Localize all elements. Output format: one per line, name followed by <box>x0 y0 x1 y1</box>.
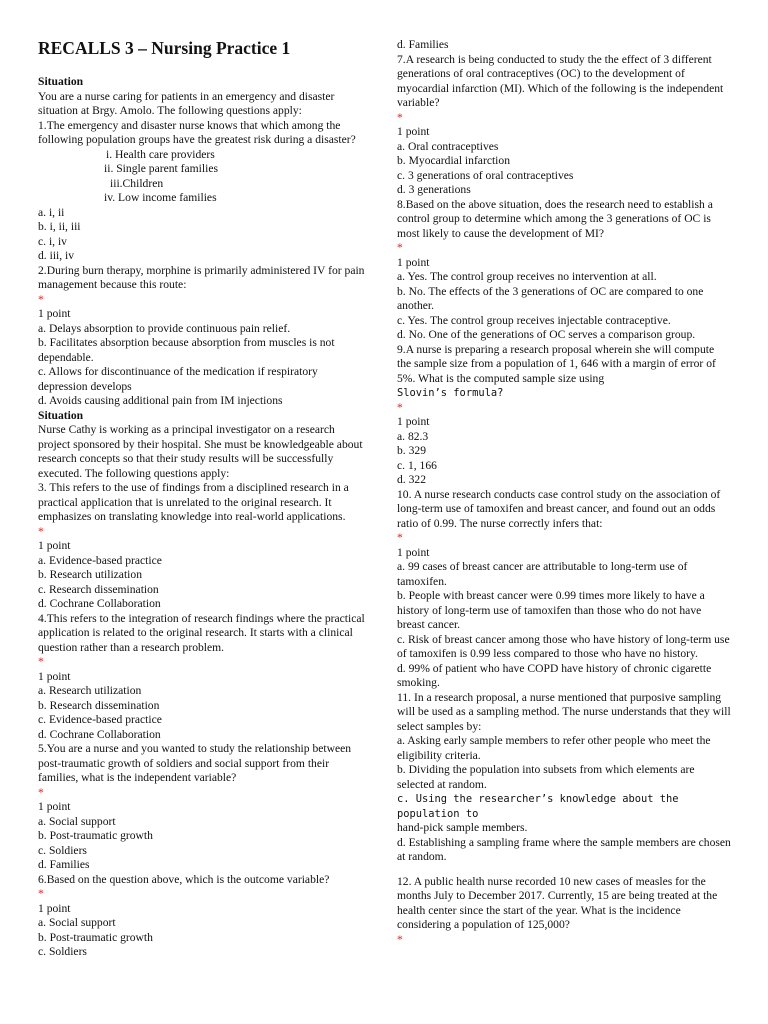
text-line: a. Oral contraceptives <box>397 139 499 153</box>
section-heading: Situation <box>38 408 84 422</box>
text-line: c. Soldiers <box>38 945 87 958</box>
text-line: a. Research utilization <box>38 684 142 697</box>
text-line: d. Establishing a sampling frame where the sample members are chosen at random. <box>397 835 731 863</box>
text-line: 2.During burn therapy, morphine is primarily administered IV for pain management because this route: <box>38 263 365 291</box>
text-line: a. i, ii <box>38 205 65 219</box>
text-line: ii. Single parent families <box>104 162 218 175</box>
text-line: c. Allows for discontinuance of the medication if respiratory depression develops <box>38 365 318 393</box>
text-line: c. Using the researcher’s knowledge about the population to <box>397 793 679 820</box>
required-asterisk: * <box>38 655 44 668</box>
text-line: d. Families <box>38 858 90 871</box>
text-line <box>397 865 731 875</box>
text-line: d. 3 generations <box>397 183 471 196</box>
text-line: c. Evidence-based practice <box>38 713 162 726</box>
text-line: d. iii, iv <box>38 249 75 262</box>
text-line: 8.Based on the above situation, does the research need to establish a control group to determine which among the 3 generations of OC is most likely to cause the development of MI? <box>397 197 713 240</box>
required-asterisk: * <box>38 887 44 900</box>
text-line: 4.This refers to the integration of research findings where the practical application is related to the original research. It starts with a clinical question rather than a research problem. <box>38 611 365 654</box>
text-line: 1 point <box>38 800 71 813</box>
text-line: b. 329 <box>397 444 426 457</box>
text-line: 6.Based on the question above, which is the outcome variable? <box>38 872 330 886</box>
text-line: b. Dividing the population into subsets from which elements are selected at random. <box>397 763 695 791</box>
text-line: d. Avoids causing additional pain from IM injections <box>38 394 283 407</box>
required-asterisk: * <box>397 400 403 414</box>
text-line: d. 99% of patient who have COPD have history of chronic cigarette smoking. <box>397 661 712 689</box>
page-title: RECALLS 3 – Nursing Practice 1 <box>38 38 291 58</box>
text-line: i. Health care providers <box>106 147 215 161</box>
text-line: b. Post-traumatic growth <box>38 829 153 842</box>
text-line: c. 3 generations of oral contraceptives <box>397 168 574 182</box>
text-line: a. Delays absorption to provide continuous pain relief. <box>38 321 291 335</box>
text-line: a. 99 cases of breast cancer are attributable to long-term use of tamoxifen. <box>397 560 688 588</box>
text-line: 1 point <box>397 415 430 428</box>
text-line: c. Risk of breast cancer among those who have history of long-term use of tamoxifen is 0.99 less compared to those who have no history. <box>397 632 730 660</box>
text-line: d. 322 <box>397 473 426 486</box>
required-asterisk: * <box>38 524 44 538</box>
right-column <box>397 38 731 947</box>
required-asterisk: * <box>38 785 44 799</box>
text-line: You are a nurse caring for patients in an emergency and disaster situation at Brgy. Amolo. The following questions apply: <box>38 89 335 117</box>
text-line: a. Evidence-based practice <box>38 553 162 567</box>
text-line: a. Social support <box>38 916 116 929</box>
section-heading: Situation <box>38 75 84 88</box>
text-line: c. 1, 166 <box>397 458 437 472</box>
text-line: b. People with breast cancer were 0.99 times more likely to have a history of long-term use of tamoxifen than those who do not have breast cancer. <box>397 589 705 631</box>
text-line: c. Research dissemination <box>38 582 159 596</box>
text-line: 12. A public health nurse recorded 10 new cases of measles for the months July to December 2017. Currently, 15 are being treated at the health center since the start of the year. What is the incidence considering a population of 125,000? <box>397 874 718 931</box>
text-line: iii.Children <box>110 176 164 190</box>
text-line: 11. In a research proposal, a nurse mentioned that purposive sampling will be used as a sampling method. The nurse understands that they will select samples by: <box>397 690 731 733</box>
text-line: 10. A nurse research conducts case control study on the association of long-term use of tamoxifen and breast cancer, and found out an odds ratio of 0.99. The nurse correctly infers that: <box>397 487 721 530</box>
text-line: 5.You are a nurse and you wanted to study the relationship between post-traumatic growth of soldiers and social support from their families, what is the independent variable? <box>38 742 352 784</box>
text-line: b. Research dissemination <box>38 698 160 712</box>
text-line: 7.A research is being conducted to study the the effect of 3 different generations of oral contraceptives (OC) to the development of myocardial infarction (MI). Which of the following is the independent variable? <box>397 52 724 109</box>
text-line: 1 point <box>38 901 71 915</box>
text-line: 1 point <box>38 669 71 683</box>
text-line: c. i, iv <box>38 234 67 248</box>
text-line: d. No. One of the generations of OC serves a comparison group. <box>397 328 696 341</box>
text-line: Slovin’s formula? <box>397 387 504 399</box>
text-line: c. Soldiers <box>38 843 87 857</box>
text-line: b. Myocardial infarction <box>397 154 510 167</box>
text-line: a. Social support <box>38 814 116 828</box>
text-line: b. i, ii, iii <box>38 220 81 233</box>
left-column <box>38 38 366 960</box>
text-line: d. Cochrane Collaboration <box>38 727 161 741</box>
text-line: c. Yes. The control group receives injectable contraceptive. <box>397 313 671 327</box>
text-line: d. Families <box>397 38 449 51</box>
required-asterisk: * <box>397 241 403 254</box>
required-asterisk: * <box>38 292 44 306</box>
required-asterisk: * <box>397 932 403 946</box>
text-line: a. Yes. The control group receives no intervention at all. <box>397 270 657 283</box>
text-line: d. Cochrane Collaboration <box>38 597 161 610</box>
text-line: 1 point <box>397 125 430 138</box>
text-line: b. Research utilization <box>38 568 142 581</box>
text-line: 3. This refers to the use of findings from a disciplined research in a practical application that is unrelated to the original research. It emphasizes on translating knowledge into real-world applications. <box>38 481 349 523</box>
text-line: 1 point <box>38 539 71 552</box>
required-asterisk: * <box>397 110 403 124</box>
text-line: Nurse Cathy is working as a principal investigator on a research project sponsored by their hospital. She must be knowledgeable about research concepts so that their study results will be successfully executed. The following questions apply: <box>38 423 363 480</box>
text-line: a. Asking early sample members to refer other people who meet the eligibility criteria. <box>397 734 711 762</box>
text-line: b. No. The effects of the 3 generations of OC are compared to one another. <box>397 284 704 312</box>
text-line: 1 point <box>397 255 430 269</box>
text-line: 1 point <box>397 545 430 559</box>
text-line: 9.A nurse is preparing a research proposal wherein she will compute the sample size from a population of 1, 646 with a margin of error of 5%. What is the computed sample size using <box>397 342 716 385</box>
required-asterisk: * <box>397 531 403 544</box>
text-line: 1 point <box>38 307 71 320</box>
text-line: b. Facilitates absorption because absorption from muscles is not dependable. <box>38 336 335 364</box>
text-line: 1.The emergency and disaster nurse knows that which among the following population groups have the greatest risk during a disaster? <box>38 118 356 146</box>
text-line: hand-pick sample members. <box>397 821 528 834</box>
text-line: iv. Low income families <box>104 191 217 204</box>
text-line: a. 82.3 <box>397 429 429 443</box>
text-line: b. Post-traumatic growth <box>38 930 153 944</box>
